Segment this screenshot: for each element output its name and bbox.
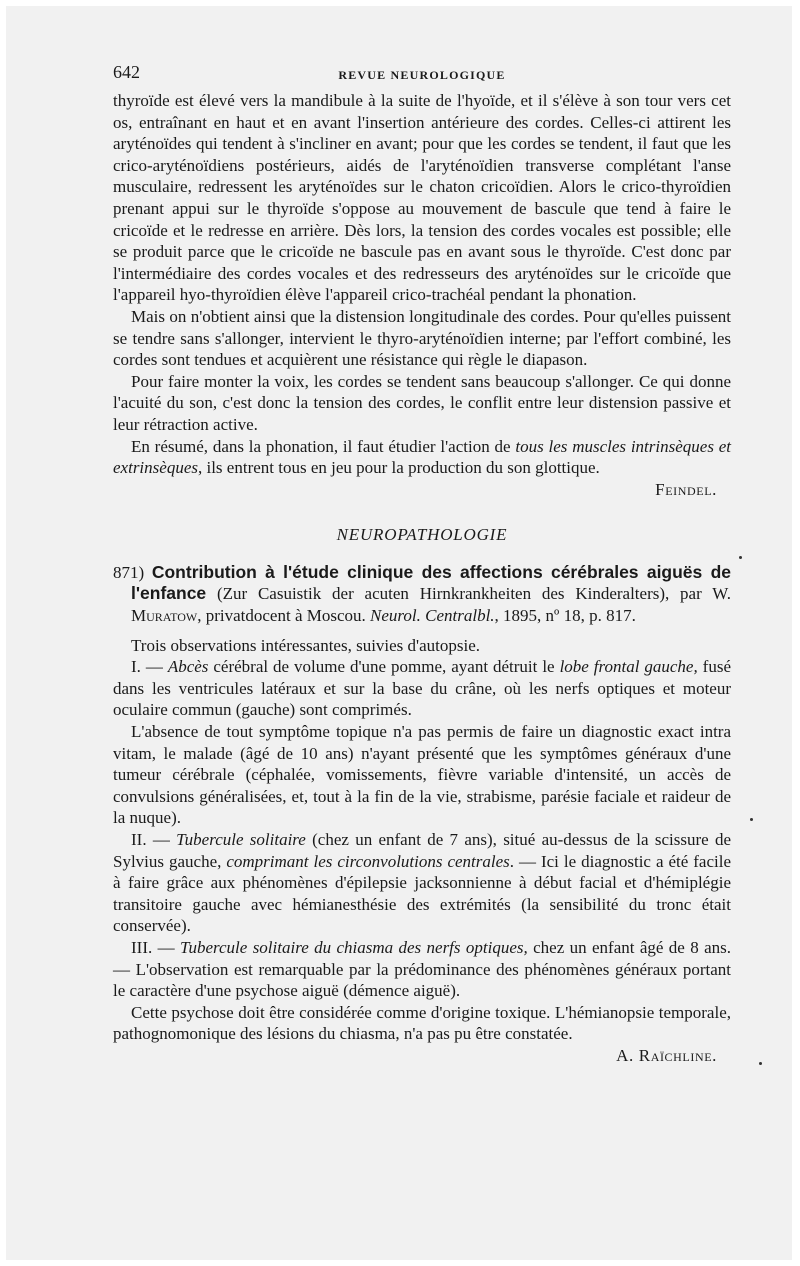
observation-3-italic: Tubercule solitaire du chiasma des nerfs optiques, — [179, 937, 528, 957]
observation-1-discussion: L'absence de tout symptôme topique n'a pas permis de faire un diagnostic exact intra vitam, le malade (âgé de 10 ans) n'ayant présenté que les symptômes généraux d'une tumeur cérébrale (céphalée, vomissements, fièvre variable d'intensité, un accès de convulsions généralisées, et, tout à la fin de la vie, strabisme, parésie faciale et raideur de la nuque). — [113, 722, 731, 828]
article-citation: , 1895, nº 18, p. 817. — [494, 606, 636, 626]
page-number: 642 — [113, 62, 140, 82]
observation-1-text: cérébral de volume d'une pomme, ayant détruit le — [208, 657, 560, 677]
paragraph-3: Pour faire monter la voix, les cordes se tendent sans beaucoup s'allonger. Ce qui donne l'acuité du son, c'est donc la tension des cordes, le conflit entre leur distension passive et leur rétraction active. — [113, 371, 731, 434]
observation-3-text: chez un enfant âgé de 8 ans. — L'observation est remarquable par la prédominance des phénomènes généraux portant le caractère d'une psychose aiguë (démence aiguë). — [113, 937, 731, 1001]
article-number: 871) — [113, 562, 152, 582]
observation-1-italic-2: lobe frontal gauche, — [559, 657, 698, 677]
observation-2-label: II. — — [131, 830, 177, 849]
article-heading — [113, 562, 731, 627]
observation-2-italic: Tubercule solitaire — [176, 830, 306, 849]
section-title: NEUROPATHOLOGIE — [336, 525, 508, 545]
observation-2-text-end: . — Ici le diagnostic a été facile à faire grâce aux phénomènes d'épilepsie jacksonnienne à début facial et d'hémiplégie transitoire gauche avec hémianesthésie des extrémités (la sensibilité du tronc était conservée). — [113, 851, 731, 936]
scan-speck — [739, 556, 742, 559]
observation-3-discussion: Cette psychose doit être considérée comme d'origine toxique. L'hémianopsie temporale, pathognomonique des lésions du chiasma, n'a pas pu être constatée. — [113, 1002, 731, 1044]
running-title: REVUE NEUROLOGIQUE — [338, 68, 506, 82]
scan-speck — [759, 1062, 762, 1065]
observation-2-italic-2: comprimant les circonvolutions centrales — [226, 851, 510, 871]
paragraph-2: Mais on n'obtient ainsi que la distension longitudinale des cordes. Pour qu'elles puissent se tendre sans s'allonger, intervient le thyro-aryténoïdien interne; par l'effort combiné, les cordes sont tendues et acquièrent une résistance qui règle le diapason. — [113, 306, 731, 370]
observation-1-text-end: fusé dans les ventricules latéraux et sur la base du crâne, où les nerfs optiques et moteur oculaire commun (gauche) sont comprimés. — [113, 657, 732, 720]
observation-2-text: (chez un enfant de 7 ans), situé au-dessus de la scissure de Sylvius gauche, — [113, 830, 731, 871]
observation-2 — [113, 829, 731, 937]
paragraph-4-italic: tous les muscles intrinsèques et extrinsèques — [113, 436, 732, 478]
article-journal: Neurol. Centralbl. — [370, 606, 495, 626]
abstract-intro: Trois observations intéressantes, suivies d'autopsie. — [131, 635, 481, 655]
article-title: Contribution à l'étude clinique des affections cérébrales aiguës de l'enfance — [131, 561, 731, 604]
observation-1-italic: Abcès — [167, 657, 209, 677]
observation-1 — [113, 656, 731, 721]
paragraph-4-text-end: , ils entrent tous en jeu pour la production du son glottique. — [197, 458, 600, 478]
paragraph-4-text: En résumé, dans la phonation, il faut étudier l'action de — [131, 436, 516, 456]
article-affiliation: , privatdocent à Moscou. — [197, 606, 371, 626]
page-header — [113, 62, 731, 90]
paragraph-4 — [113, 436, 731, 479]
signature-raichline: A. Raïchline. — [616, 1045, 717, 1065]
observation-1-label: I. — — [131, 657, 168, 677]
page-content — [113, 62, 731, 1067]
paragraph-1: thyroïde est élevé vers la mandibule à la suite de l'hyoïde, et il s'élève à son tour vers cet os, entraînant en haut et en avant l'insertion antérieure des cordes. Celles-ci attirent les aryténoïdes qui tendent à s'incliner en avant; pour que les cordes se tendent, il faut que les crico-aryténoïdiens postérieurs, aidés de l'aryténoïdien transverse complétant l'anse musculaire, redressent les aryténoïdes sur le chaton cricoïdien. Alors le crico-thyroïdien prenant appui sur le thyroïde s'oppose au mouvement de bascule que tend à faire le cricoïde et le redresse en arrière. Dès lors, la tension des cordes vocales est possible; elle se produit parce que le cricoïde ne bascule pas en avant sous le thyroïde. C'est donc par l'intermédiaire des cordes vocales et des redresseurs des aryténoïdes sur le cricoïde que l'appareil hyo-thyroïdien élève l'appareil crico-trachéal pendant la phonation. — [113, 91, 731, 305]
scan-speck — [750, 818, 753, 821]
signature-feindel: Feindel. — [655, 479, 717, 499]
observation-3 — [113, 937, 731, 1002]
article-author: Muratow — [131, 606, 198, 626]
article-german-title: (Zur Casuistik der acuten Hirnkrankheiten des Kinderalters), par W. — [206, 584, 731, 604]
observation-3-label: III. — — [131, 937, 180, 957]
